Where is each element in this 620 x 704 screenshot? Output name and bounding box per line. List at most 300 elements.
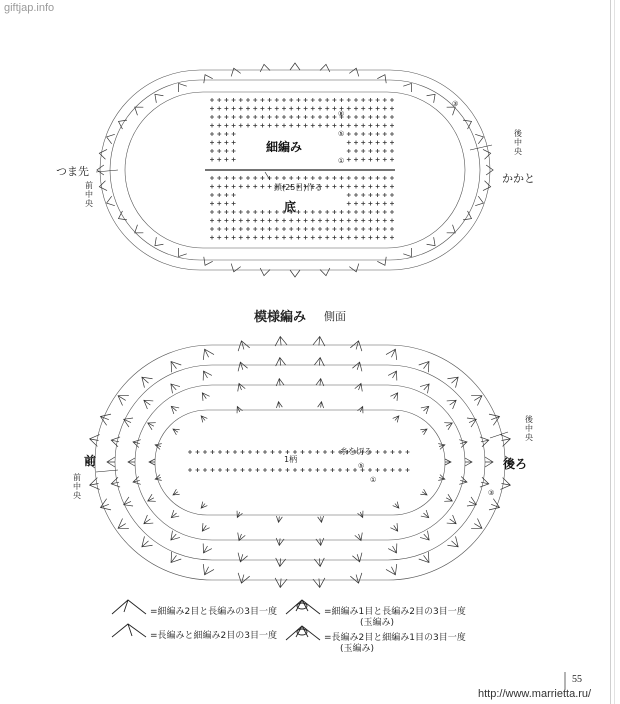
side-pattern-stitch [237,511,242,518]
sc-stitch-mark [253,107,257,111]
sc-stitch-mark [275,227,279,231]
sole-edge-stitch [463,120,472,129]
side-pattern-stitch [155,444,162,450]
sole-edge-stitch [118,120,127,129]
sc-stitch-mark [368,227,372,231]
side-pattern-stitch [444,494,452,501]
sc-stitch-mark [296,124,300,128]
side-sc-mark [218,468,222,472]
sc-stitch-mark [246,236,250,240]
sc-stitch-mark [210,193,214,197]
sc-stitch-mark [332,236,336,240]
sc-stitch-mark [332,98,336,102]
sc-stitch-mark [354,98,358,102]
sc-stitch-mark [354,219,358,223]
side-pattern-stitch [275,578,287,588]
side-sc-mark [308,450,312,454]
sc-stitch-mark [224,202,228,206]
sc-stitch-mark [376,98,380,102]
front-center-label: 前中央 [85,181,93,208]
side-sc-mark [188,468,192,472]
sc-stitch-mark [347,124,351,128]
sc-stitch-mark [361,236,365,240]
sole-edge-stitch [231,264,241,272]
sc-stitch-mark [368,176,372,180]
sc-stitch-mark [217,149,221,153]
side-sc-mark [211,450,215,454]
sc-stitch-mark [224,158,228,162]
side-sc-mark [293,468,297,472]
side-sc-mark [301,468,305,472]
sc-stitch-mark [304,236,308,240]
side-sc-mark [278,468,282,472]
side-pattern-stitch [355,533,362,541]
side-pattern-stitch [276,516,282,522]
sc-stitch-mark [282,236,286,240]
sc-stitch-mark [368,149,372,153]
sc-stitch-mark [253,236,257,240]
sc-stitch-mark [390,132,394,136]
repeat-label: 1柄 [284,455,298,464]
sc-stitch-mark [383,210,387,214]
back-center-label: 後中央 [514,129,522,156]
sc-stitch-mark [332,176,336,180]
sc-stitch-mark [217,185,221,189]
sc-stitch-mark [376,227,380,231]
sc-stitch-mark [361,98,365,102]
side-pattern-stitch [238,362,248,371]
side-pattern-stitch [420,429,427,435]
sc-stitch-mark [390,227,394,231]
sc-stitch-mark [340,219,344,223]
sc-stitch-mark [224,141,228,145]
sc-stitch-mark [361,158,365,162]
side-round-5: ⑤ [358,462,365,470]
sc-stitch-mark [354,176,358,180]
side-pattern-stitch [124,497,133,506]
sc-stitch-mark [368,115,372,119]
sc-stitch-mark [354,141,358,145]
sc-stitch-mark [224,107,228,111]
sc-stitch-mark [224,227,228,231]
side-pattern-stitch [171,384,180,393]
sc-stitch-mark [390,176,394,180]
sc-stitch-mark [311,236,315,240]
sc-stitch-mark [210,115,214,119]
side-outline-outer [95,345,505,580]
side-pattern-stitch [352,553,362,562]
sc-stitch-mark [354,202,358,206]
sc-stitch-mark [390,107,394,111]
sc-stitch-mark [390,193,394,197]
side-sc-mark [316,450,320,454]
sc-stitch-mark [217,236,221,240]
side-pattern-stitch [111,477,120,487]
sc-stitch-mark [340,176,344,180]
sc-stitch-mark [376,210,380,214]
side-pattern-stitch [238,573,250,583]
sc-stitch-mark [325,107,329,111]
sc-stitch-mark [311,107,315,111]
sc-stitch-mark [347,149,351,153]
sc-stitch-mark [304,227,308,231]
side-pattern-stitch [171,531,180,540]
sole-edge-stitch [403,83,411,92]
legend-text-2: =長編みと細編み2目の3目一度 [150,631,277,641]
sc-stitch-mark [347,176,351,180]
sc-stitch-mark [224,185,228,189]
sc-stitch-mark [383,141,387,145]
side-sc-mark [286,468,290,472]
sc-stitch-mark [296,227,300,231]
sc-stitch-mark [311,98,315,102]
sc-stitch-mark [268,98,272,102]
side-sc-mark [368,468,372,472]
side-pattern-stitch [202,523,209,531]
side-pattern-stitch [350,341,362,351]
side-outline-3 [135,385,465,540]
side-pattern-stitch [314,558,324,566]
round-3: ③ [452,100,459,108]
sc-stitch-mark [361,115,365,119]
sole-edge-stitch [427,237,435,245]
sc-stitch-mark [217,210,221,214]
side-pattern-stitch [173,429,180,435]
side-sc-mark [338,468,342,472]
sc-stitch-mark [289,115,293,119]
sc-stitch-mark [210,98,214,102]
sole-edge-stitch [475,134,483,144]
sc-stitch-mark [304,176,308,180]
side-pattern-stitch [480,477,489,487]
side-pattern-stitch [201,502,207,508]
sc-stitch-mark [217,98,221,102]
sc-stitch-mark [332,107,336,111]
sc-stitch-mark [347,210,351,214]
cut-yarn-label: 糸を切る [340,447,372,456]
sc-stitch-mark [232,176,236,180]
sc-stitch-mark [304,115,308,119]
sc-stitch-mark [224,193,228,197]
page-number: 55 [572,674,582,685]
sc-stitch-mark [390,236,394,240]
sole-edge-stitch [179,83,187,92]
side-round-1: ① [370,476,377,484]
side-pattern-stitch [276,558,286,566]
sc-stitch-mark [361,193,365,197]
sc-stitch-mark [318,227,322,231]
side-pattern-stitch [107,457,115,467]
side-sc-mark [233,468,237,472]
sc-stitch-mark [376,219,380,223]
sole-edge-stitch [290,63,300,70]
sc-stitch-mark [390,141,394,145]
side-sc-mark [301,450,305,454]
sc-stitch-mark [368,132,372,136]
sc-stitch-mark [368,158,372,162]
side-pattern-stitch [386,564,397,575]
side-pattern-stitch [201,416,207,422]
sole-edge-stitch [320,64,330,72]
sole-edge-stitch [107,134,115,144]
side-pattern-stitch [447,515,456,524]
side-pattern-stitch [124,418,133,427]
side-pattern-stitch [318,516,324,522]
sc-stitch-mark [282,115,286,119]
side-sc-mark [308,468,312,472]
round-5: ⑤ [338,130,345,138]
sc-stitch-mark [296,115,300,119]
side-sc-mark [376,450,380,454]
sc-stitch-mark [311,227,315,231]
sc-stitch-mark [224,219,228,223]
side-sc-mark [391,450,395,454]
sc-stitch-mark [253,115,257,119]
side-pattern-stitch [171,510,179,518]
sc-stitch-mark [210,236,214,240]
side-pattern-stitch [420,489,427,495]
sc-stitch-mark [232,202,236,206]
sc-stitch-mark [354,193,358,197]
sc-stitch-mark [311,124,315,128]
sc-stitch-mark [217,158,221,162]
sc-stitch-mark [217,115,221,119]
legend-text-1: =細編み2目と長編みの3目一度 [150,607,277,617]
footer-url: http://www.marrietta.ru/ [478,688,592,700]
legend-symbol-4 [286,626,320,640]
sc-stitch-mark [376,141,380,145]
sc-stitch-mark [354,236,358,240]
side-pattern-stitch [142,536,153,546]
sc-stitch-mark [318,124,322,128]
sole-edge-stitch [447,107,456,115]
sc-stitch-mark [383,115,387,119]
legend-note-4: (玉編み) [340,644,375,654]
side-sc-mark [188,450,192,454]
side-pattern-stitch [238,383,245,391]
sc-stitch-mark [275,176,279,180]
sc-stitch-mark [383,98,387,102]
sc-stitch-mark [354,210,358,214]
sc-stitch-mark [347,185,351,189]
sc-stitch-mark [217,193,221,197]
side-pattern-stitch [203,349,214,360]
sc-stitch-mark [354,149,358,153]
sc-stitch-mark [224,124,228,128]
sc-stitch-mark [376,149,380,153]
sc-stitch-mark [275,236,279,240]
sc-stitch-mark [311,115,315,119]
side-sc-mark [203,468,207,472]
sc-stitch-mark [232,132,236,136]
sc-stitch-mark [224,115,228,119]
sc-stitch-mark [275,115,279,119]
sc-stitch-mark [383,107,387,111]
side-sc-mark [248,450,252,454]
sc-stitch-mark [260,236,264,240]
side-sc-mark [398,468,402,472]
sc-stitch-mark [232,210,236,214]
sc-stitch-mark [260,227,264,231]
sc-stitch-mark [217,141,221,145]
sole-edge-stitch [349,264,359,272]
side-sc-mark [271,468,275,472]
sc-stitch-mark [232,149,236,153]
side-sc-mark [323,468,327,472]
side-pattern-stitch [276,538,284,545]
sc-stitch-mark [210,107,214,111]
sc-stitch-mark [260,115,264,119]
sc-stitch-mark [318,176,322,180]
sc-stitch-mark [361,202,365,206]
side-sc-mark [241,468,245,472]
side-sc-mark [353,468,357,472]
sc-stitch-mark [376,132,380,136]
sole-edge-stitch [135,107,144,115]
toe-label: つま先 [56,165,89,178]
sc-stitch-mark [376,193,380,197]
sole-edge-stitch [155,94,163,102]
sc-stitch-mark [347,202,351,206]
side-pattern-stitch [390,523,397,531]
side-sc-mark [278,450,282,454]
sc-stitch-mark [325,115,329,119]
sc-stitch-mark [383,227,387,231]
side-sc-mark [263,468,267,472]
sc-stitch-mark [368,202,372,206]
sc-stitch-mark [340,227,344,231]
sole-edge-stitch [290,270,300,277]
sole-edge-stitch [97,165,104,175]
bottom-back-center-label: 後中央 [525,415,533,442]
sc-stitch-mark [260,107,264,111]
sc-stitch-mark [224,210,228,214]
legend-note-3: (玉編み) [360,618,395,628]
section-subtitle: 側面 [324,310,346,323]
sc-stitch-mark [260,124,264,128]
side-pattern-stitch [275,337,287,347]
side-pattern-stitch [276,402,282,408]
sc-stitch-mark [253,98,257,102]
sc-stitch-mark [268,107,272,111]
sole-edge-stitch [107,196,115,206]
side-sc-mark [331,450,335,454]
side-pattern-stitch [471,395,482,405]
sole-diagram [96,63,493,277]
sc-stitch-mark [376,236,380,240]
sc-stitch-mark [210,158,214,162]
sc-stitch-mark [376,158,380,162]
sc-stitch-mark [232,115,236,119]
sc-stitch-mark [390,202,394,206]
sc-stitch-mark [232,107,236,111]
sc-stitch-mark [354,158,358,162]
side-pattern-stitch [388,544,397,553]
sc-stitch-mark [246,115,250,119]
sc-stitch-mark [304,98,308,102]
sc-stitch-mark [383,236,387,240]
sc-stitch-mark [232,158,236,162]
sole-label: 底 [284,200,297,214]
sc-stitch-mark [347,158,351,162]
sc-stitch-mark [246,124,250,128]
sc-stitch-mark [239,124,243,128]
side-outline-4 [155,410,445,515]
sc-stitch-mark [325,227,329,231]
side-pattern-stitch [142,377,153,387]
heel-label: かかと [502,172,535,185]
sc-stitch-mark [390,98,394,102]
side-pattern-stitch [465,458,472,466]
sc-stitch-mark [325,124,329,128]
side-pattern-stitch [480,437,489,447]
side-pattern-stitch [316,538,324,545]
sc-stitch-mark [232,227,236,231]
sc-stitch-mark [383,176,387,180]
side-sc-mark [256,450,260,454]
section-title: 模様編み [254,310,307,325]
sc-stitch-mark [361,132,365,136]
sc-stitch-mark [347,141,351,145]
sc-stitch-mark [224,149,228,153]
sc-stitch-mark [217,227,221,231]
sc-stitch-mark [368,210,372,214]
side-pattern-stitch [100,499,111,510]
legend-symbol-1 [112,600,146,614]
sc-stitch-mark [304,107,308,111]
side-sc-mark [383,468,387,472]
sc-stitch-mark [383,158,387,162]
side-pattern-stitch [420,531,429,540]
side-sc-mark [271,450,275,454]
sc-stitch-mark [376,176,380,180]
legend-text-4: =長編み2目と細編み1目の3目一度 [324,633,466,643]
side-sc-mark [218,450,222,454]
side-pattern-stitch [148,423,156,430]
side-sc-mark [406,468,410,472]
sc-stitch-mark [347,115,351,119]
sc-stitch-mark [390,210,394,214]
sole-edge-stitch [204,75,213,84]
side-sc-mark [346,468,350,472]
sc-stitch-mark [368,236,372,240]
sc-stitch-mark [390,115,394,119]
sc-stitch-mark [368,124,372,128]
sc-stitch-mark [232,124,236,128]
sc-stitch-mark [340,98,344,102]
sc-stitch-mark [232,141,236,145]
side-pattern-stitch [111,437,120,447]
side-pattern-stitch [203,371,212,380]
sole-edge-stitch [377,257,386,266]
sc-stitch-mark [260,98,264,102]
side-sc-mark [196,468,200,472]
side-pattern-stitch [355,383,362,391]
sole-edge-stitch [377,75,386,84]
side-sc-mark [233,450,237,454]
sc-stitch-mark [224,176,228,180]
sc-stitch-mark [361,185,365,189]
side-pattern-stitch [144,400,153,409]
side-pattern-stitch [203,564,214,575]
sc-stitch-mark [368,98,372,102]
sc-stitch-mark [347,219,351,223]
bottom-front-center-label: 前中央 [73,473,81,500]
sc-stitch-mark [354,115,358,119]
sc-stitch-mark [325,98,329,102]
sc-stitch-mark [354,107,358,111]
sc-stitch-mark [239,115,243,119]
